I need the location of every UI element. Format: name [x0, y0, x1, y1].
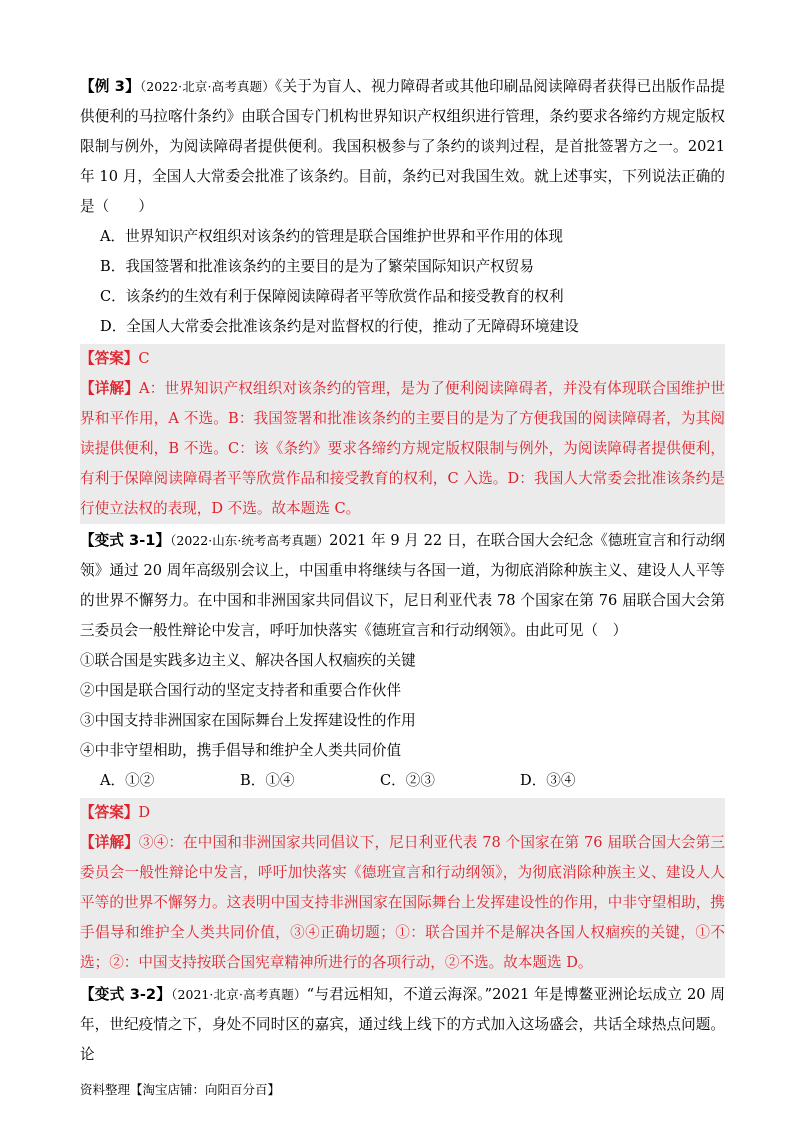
variant31-item-3: ③中国支持非洲国家在国际舞台上发挥建设性的作用 — [80, 712, 416, 729]
variant31-choice-c: C．②③ — [380, 772, 435, 789]
variant31-item-2: ②中国是联合国行动的坚定支持者和重要合作伙伴 — [80, 682, 402, 699]
variant32-stem: “与君远相知，不道云海深。”2021 年是博鳌亚洲论坛成立 20 周年，世纪疫情之下，身处不同时区的嘉宾，通过线上线下的方式加入这场盛会，共话全球热点问题。论 — [80, 986, 725, 1063]
variant32-tag: 【变式 3-2】 — [80, 986, 172, 1003]
variant31-answer-tag: 【答案】 — [80, 804, 139, 821]
variant31-detail-tag: 【详解】 — [80, 834, 139, 851]
example3-option-d: D．全国人大常委会批准该条约是对监督权的行使，推动了无障碍环境建设 — [100, 318, 579, 335]
example3-detail-text: A：世界知识产权组织对该条约的管理，是为了便利阅读障碍者，并没有体现联合国维护世界和平作用，A 不选。B：我国签署和批准该条约的主要目的是为了方便我国的阅读障碍者，为其阅读提供便利，B 不选。C：该《条约》要求各缔约方规定版权限制与例外，为阅读障碍者提供便利，有利于保障阅读障碍者平等欣赏作品和接受教育的权利，C 入选。D：我国人大常委会批准该条约是行使立法权的表现，D 不选。故本题选 C。 — [80, 380, 725, 517]
page-footer: 资料整理【淘宝店铺：向阳百分百】 — [80, 1082, 281, 1097]
variant31-item-4: ④中非守望相助，携手倡导和维护全人类共同价值 — [80, 742, 402, 759]
example3-answer — [80, 344, 725, 374]
variant32-source: （2021·北京·高考真题） — [171, 987, 307, 1002]
variant31-source: （2022·山东·统考高考真题） — [170, 533, 330, 548]
variant31-detail-text: ③④：在中国和非洲国家共同倡议下，尼日利亚代表 78 个国家在第 76 届联合国大会第三委员会一般性辩论中发言，呼吁加快落实《德班宣言和行动纲领》，为彻底消除种族主义、建设人人平等的世界不懈努力。这表明中国支持非洲国家在国际舞台上发挥建设性的作用，中非守望相助，携手倡导和维护全人类共同价值，③④正确切题；①：联合国并不是解决各国人权痼疾的关键，①不选；②：中国支持按联合国宪章精神所进行的各项行动，②不选。故本题选 D。 — [80, 834, 725, 971]
variant31-tag: 【变式 3-1】 — [80, 532, 171, 549]
example3-option-b: B．我国签署和批准该条约的主要目的是为了繁荣国际知识产权贸易 — [100, 258, 534, 275]
example3-stem: 《关于为盲人、视力障碍者或其他印刷品阅读障碍者获得已出版作品提供便利的马拉喀什条约》由联合国专门机构世界知识产权组织进行管理，条约要求各缔约方规定版权限制与例外，为阅读障碍者提供便利。我国积极参与了条约的谈判过程，是首批签署方之一。2021 年 10 月，全国人大常委会批准了该条约。目前，条约已对我国生效。就上述事实，下列说法正确的是（ ） — [80, 78, 725, 215]
example3-answer-tag: 【答案】 — [80, 350, 139, 367]
example3-tag: 【例 3】 — [80, 78, 140, 95]
example3-option-c: C．该条约的生效有利于保障阅读障碍者平等欣赏作品和接受教育的权利 — [100, 288, 564, 305]
variant31-answer-block — [80, 798, 725, 978]
variant31-detail — [80, 828, 725, 978]
variant32-question — [80, 980, 725, 1070]
variant31-answer — [80, 798, 725, 828]
document-body — [80, 72, 725, 1070]
variant31-answer-value: D — [138, 804, 151, 821]
variant31-choice-b: B．①④ — [240, 772, 295, 789]
example3-option-a: A．世界知识产权组织对该条约的管理是联合国维护世界和平作用的体现 — [100, 228, 563, 245]
example3-detail-tag: 【详解】 — [80, 380, 140, 397]
variant31-stem: 2021 年 9 月 22 日，在联合国大会纪念《德班宣言和行动纲领》通过 20 周年高级别会议上，中国重申将继续与各国一道，为彻底消除种族主义、建设人人平等的世界不懈努力。在中国和非洲国家共同倡议下，尼日利亚代表 78 个国家在第 76 届联合国大会第三委员会一般性辩论中发言，呼吁加快落实《德班宣言和行动纲领》。由此可见（ ） — [80, 532, 725, 639]
variant31-choice-d: D．③④ — [520, 772, 576, 789]
example3-answer-block — [80, 344, 725, 524]
example3-detail — [80, 374, 725, 524]
variant31-choice-a: A．①② — [100, 772, 155, 789]
example3-source: （2022·北京·高考真题） — [139, 79, 275, 94]
example3-question — [80, 72, 725, 222]
variant31-item-1: ①联合国是实践多边主义、解决各国人权痼疾的关键 — [80, 652, 416, 669]
variant31-choices — [80, 766, 725, 796]
example3-answer-value: C — [138, 350, 150, 367]
variant31-question — [80, 526, 725, 646]
